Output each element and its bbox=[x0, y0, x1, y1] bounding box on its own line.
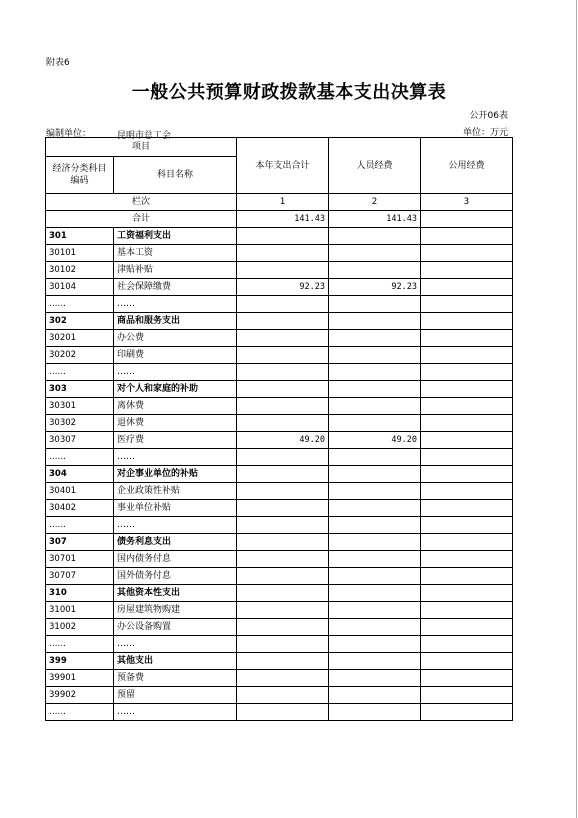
row-name: 医疗费 bbox=[114, 432, 237, 449]
row-total bbox=[237, 602, 329, 619]
column-number-3: 3 bbox=[421, 194, 513, 211]
row-public bbox=[421, 551, 513, 568]
row-total bbox=[237, 653, 329, 670]
row-code: 30201 bbox=[46, 330, 114, 347]
row-name: 印刷费 bbox=[114, 347, 237, 364]
row-personnel: 92.23 bbox=[329, 279, 421, 296]
row-code: …… bbox=[46, 364, 114, 381]
row-public bbox=[421, 398, 513, 415]
row-name: 退休费 bbox=[114, 415, 237, 432]
row-name: 工资福利支出 bbox=[114, 228, 237, 245]
table-row bbox=[46, 466, 513, 483]
row-total bbox=[237, 381, 329, 398]
row-personnel bbox=[329, 534, 421, 551]
total-personnel: 141.43 bbox=[329, 211, 421, 228]
total-public bbox=[421, 211, 513, 228]
row-code: 30307 bbox=[46, 432, 114, 449]
row-public bbox=[421, 245, 513, 262]
row-name: 国外债务付息 bbox=[114, 568, 237, 585]
row-personnel bbox=[329, 296, 421, 313]
header-total: 本年支出合计 bbox=[237, 138, 329, 194]
table-row bbox=[46, 398, 513, 415]
row-total bbox=[237, 398, 329, 415]
total-amount: 141.43 bbox=[237, 211, 329, 228]
row-public bbox=[421, 568, 513, 585]
row-name: 其他支出 bbox=[114, 653, 237, 670]
header-public: 公用经费 bbox=[421, 138, 513, 194]
table-row bbox=[46, 670, 513, 687]
row-personnel bbox=[329, 619, 421, 636]
row-code: 31002 bbox=[46, 619, 114, 636]
row-name: 预备费 bbox=[114, 670, 237, 687]
row-total: 49.20 bbox=[237, 432, 329, 449]
header-personnel: 人员经费 bbox=[329, 138, 421, 194]
table-row bbox=[46, 602, 513, 619]
row-code: 30101 bbox=[46, 245, 114, 262]
row-public bbox=[421, 670, 513, 687]
row-public bbox=[421, 415, 513, 432]
row-total bbox=[237, 534, 329, 551]
row-total bbox=[237, 568, 329, 585]
row-total bbox=[237, 262, 329, 279]
row-personnel bbox=[329, 670, 421, 687]
row-name: 办公设备购置 bbox=[114, 619, 237, 636]
table-row bbox=[46, 585, 513, 602]
row-public bbox=[421, 534, 513, 551]
row-public bbox=[421, 449, 513, 466]
row-public bbox=[421, 347, 513, 364]
table-row bbox=[46, 704, 513, 721]
row-code: 302 bbox=[46, 313, 114, 330]
row-public bbox=[421, 228, 513, 245]
row-total bbox=[237, 670, 329, 687]
row-total bbox=[237, 585, 329, 602]
column-number-label: 栏次 bbox=[46, 194, 237, 211]
row-code: 304 bbox=[46, 466, 114, 483]
table-row bbox=[46, 313, 513, 330]
row-total bbox=[237, 619, 329, 636]
row-name: 其他资本性支出 bbox=[114, 585, 237, 602]
table-row bbox=[46, 568, 513, 585]
row-personnel bbox=[329, 415, 421, 432]
row-personnel bbox=[329, 381, 421, 398]
table-row bbox=[46, 517, 513, 534]
row-public bbox=[421, 432, 513, 449]
row-name: …… bbox=[114, 704, 237, 721]
table-row bbox=[46, 551, 513, 568]
row-name: 津贴补贴 bbox=[114, 262, 237, 279]
row-code: 30202 bbox=[46, 347, 114, 364]
row-public bbox=[421, 364, 513, 381]
row-code: 30402 bbox=[46, 500, 114, 517]
header-item: 项目 bbox=[46, 138, 237, 157]
row-public bbox=[421, 279, 513, 296]
row-public bbox=[421, 585, 513, 602]
row-personnel bbox=[329, 330, 421, 347]
row-code: 399 bbox=[46, 653, 114, 670]
row-total bbox=[237, 364, 329, 381]
row-personnel bbox=[329, 602, 421, 619]
row-total: 92.23 bbox=[237, 279, 329, 296]
row-total bbox=[237, 415, 329, 432]
table-row bbox=[46, 483, 513, 500]
row-name: 预留 bbox=[114, 687, 237, 704]
row-public bbox=[421, 296, 513, 313]
table-row bbox=[46, 279, 513, 296]
table-row bbox=[46, 330, 513, 347]
row-name: …… bbox=[114, 449, 237, 466]
column-number-row bbox=[46, 194, 513, 211]
row-name: 基本工资 bbox=[114, 245, 237, 262]
row-personnel bbox=[329, 347, 421, 364]
row-total bbox=[237, 687, 329, 704]
row-code: …… bbox=[46, 296, 114, 313]
table-row bbox=[46, 619, 513, 636]
table-row bbox=[46, 687, 513, 704]
row-total bbox=[237, 449, 329, 466]
row-name: …… bbox=[114, 296, 237, 313]
row-name: …… bbox=[114, 636, 237, 653]
table-row bbox=[46, 364, 513, 381]
row-personnel bbox=[329, 313, 421, 330]
row-code: 303 bbox=[46, 381, 114, 398]
row-total bbox=[237, 313, 329, 330]
column-number-2: 2 bbox=[329, 194, 421, 211]
header-subject-name: 科目名称 bbox=[114, 157, 237, 194]
row-name: 企业政策性补贴 bbox=[114, 483, 237, 500]
row-total bbox=[237, 466, 329, 483]
row-total bbox=[237, 330, 329, 347]
row-public bbox=[421, 466, 513, 483]
total-row bbox=[46, 211, 513, 228]
row-personnel bbox=[329, 364, 421, 381]
table-row bbox=[46, 245, 513, 262]
row-public bbox=[421, 602, 513, 619]
row-code: 307 bbox=[46, 534, 114, 551]
header-econ-code bbox=[46, 157, 114, 194]
row-code: 30302 bbox=[46, 415, 114, 432]
row-personnel bbox=[329, 449, 421, 466]
row-code: 39902 bbox=[46, 687, 114, 704]
compiler-value: 昆明市总工会 bbox=[117, 131, 172, 141]
row-code: 31001 bbox=[46, 602, 114, 619]
page-title: 一般公共预算财政拨款基本支出决算表 bbox=[131, 82, 447, 103]
header-row-1 bbox=[46, 138, 513, 157]
row-code: 30707 bbox=[46, 568, 114, 585]
row-total bbox=[237, 296, 329, 313]
row-personnel bbox=[329, 466, 421, 483]
row-public bbox=[421, 500, 513, 517]
row-name: 房屋建筑物购建 bbox=[114, 602, 237, 619]
total-label: 合计 bbox=[46, 211, 237, 228]
row-code: 30301 bbox=[46, 398, 114, 415]
row-personnel bbox=[329, 517, 421, 534]
row-code: 30701 bbox=[46, 551, 114, 568]
row-personnel bbox=[329, 687, 421, 704]
row-total bbox=[237, 347, 329, 364]
column-number-1: 1 bbox=[237, 194, 329, 211]
row-personnel bbox=[329, 262, 421, 279]
form-number: 公开06表 bbox=[469, 111, 508, 121]
row-public bbox=[421, 636, 513, 653]
table-row bbox=[46, 228, 513, 245]
row-personnel: 49.20 bbox=[329, 432, 421, 449]
table-row bbox=[46, 415, 513, 432]
row-code: 301 bbox=[46, 228, 114, 245]
table-row bbox=[46, 262, 513, 279]
row-code: …… bbox=[46, 704, 114, 721]
table-row bbox=[46, 347, 513, 364]
row-code: …… bbox=[46, 636, 114, 653]
row-public bbox=[421, 687, 513, 704]
row-personnel bbox=[329, 483, 421, 500]
row-personnel bbox=[329, 568, 421, 585]
row-name: 离休费 bbox=[114, 398, 237, 415]
table-row bbox=[46, 636, 513, 653]
row-name: 国内债务付息 bbox=[114, 551, 237, 568]
row-personnel bbox=[329, 500, 421, 517]
row-total bbox=[237, 517, 329, 534]
row-personnel bbox=[329, 585, 421, 602]
page-edge bbox=[576, 0, 577, 818]
row-name: 对企事业单位的补贴 bbox=[114, 466, 237, 483]
row-name: 商品和服务支出 bbox=[114, 313, 237, 330]
row-public bbox=[421, 653, 513, 670]
row-code: 39901 bbox=[46, 670, 114, 687]
row-name: …… bbox=[114, 517, 237, 534]
row-total bbox=[237, 228, 329, 245]
row-personnel bbox=[329, 636, 421, 653]
row-public bbox=[421, 619, 513, 636]
row-name: 事业单位补贴 bbox=[114, 500, 237, 517]
row-total bbox=[237, 500, 329, 517]
table-row bbox=[46, 381, 513, 398]
row-name: …… bbox=[114, 364, 237, 381]
row-total bbox=[237, 551, 329, 568]
row-code: 30401 bbox=[46, 483, 114, 500]
row-personnel bbox=[329, 551, 421, 568]
row-personnel bbox=[329, 245, 421, 262]
row-total bbox=[237, 483, 329, 500]
row-personnel bbox=[329, 653, 421, 670]
table-row bbox=[46, 534, 513, 551]
row-code: 30104 bbox=[46, 279, 114, 296]
row-public bbox=[421, 704, 513, 721]
row-total bbox=[237, 245, 329, 262]
row-personnel bbox=[329, 704, 421, 721]
table-row bbox=[46, 500, 513, 517]
row-personnel bbox=[329, 228, 421, 245]
row-code: …… bbox=[46, 517, 114, 534]
row-name: 债务利息支出 bbox=[114, 534, 237, 551]
row-code: 310 bbox=[46, 585, 114, 602]
row-name: 办公费 bbox=[114, 330, 237, 347]
row-total bbox=[237, 636, 329, 653]
row-code: 30102 bbox=[46, 262, 114, 279]
row-public bbox=[421, 330, 513, 347]
row-public bbox=[421, 262, 513, 279]
table-row bbox=[46, 653, 513, 670]
table-row bbox=[46, 432, 513, 449]
row-personnel bbox=[329, 398, 421, 415]
row-total bbox=[237, 704, 329, 721]
row-public bbox=[421, 313, 513, 330]
appendix-label: 附表6 bbox=[46, 58, 70, 68]
expenditure-table bbox=[45, 137, 513, 721]
row-code: …… bbox=[46, 449, 114, 466]
table-row bbox=[46, 296, 513, 313]
row-public bbox=[421, 381, 513, 398]
compiler-label: 编制单位： bbox=[46, 129, 92, 139]
table-row bbox=[46, 449, 513, 466]
header-econ-code-text: 经济分类科目编码 bbox=[52, 164, 107, 186]
row-public bbox=[421, 517, 513, 534]
row-name: 社会保障缴费 bbox=[114, 279, 237, 296]
row-name: 对个人和家庭的补助 bbox=[114, 381, 237, 398]
row-public bbox=[421, 483, 513, 500]
unit-label: 单位：万元 bbox=[462, 128, 508, 138]
